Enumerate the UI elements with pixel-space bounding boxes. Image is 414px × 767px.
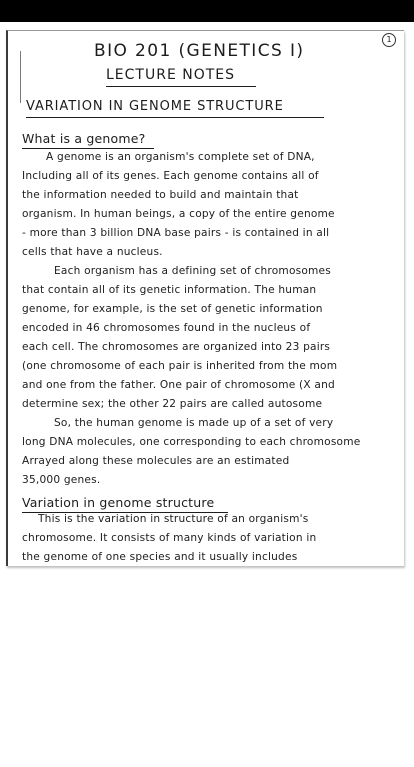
main-heading-underline <box>26 117 324 118</box>
lecture-notes-underline <box>106 86 256 87</box>
paragraph-line: Including all of its genes. Each genome contains all of <box>22 170 319 182</box>
notebook-page <box>6 30 404 566</box>
top-black-band <box>0 0 414 22</box>
section-heading-variation: Variation in genome structure <box>22 495 215 510</box>
lecture-notes-title: LECTURE NOTES <box>106 67 236 83</box>
paragraph-line: A genome is an organism's complete set of DNA, <box>46 151 315 163</box>
paragraph-line: and one from the father. One pair of chromosome (X and <box>22 379 335 391</box>
paragraph-line: 35,000 genes. <box>22 474 101 486</box>
paragraph-line: genome, for example, is the set of genetic information <box>22 303 323 315</box>
section-heading-underline <box>22 148 154 149</box>
paragraph-line: Arrayed along these molecules are an estimated <box>22 455 290 467</box>
paragraph-line: (one chromosome of each pair is inherited from the mom <box>22 360 338 372</box>
paragraph-line: cells that have a nucleus. <box>22 246 163 258</box>
paragraph-line: long DNA molecules, one corresponding to each chromosome <box>22 436 361 448</box>
paragraph-line: This is the variation in structure of an organism's <box>38 513 309 525</box>
paragraph-line: organism. In human beings, a copy of the entire genome <box>22 208 335 220</box>
margin-rule <box>20 51 21 103</box>
paragraph-line: the genome of one species and it usually includes <box>22 551 298 563</box>
paragraph-line: - more than 3 billion DNA base pairs - is contained in all <box>22 227 330 239</box>
paragraph-line: encoded in 46 chromosomes found in the nucleus of <box>22 322 311 334</box>
page-number: 1 <box>382 33 396 47</box>
paragraph-line: Each organism has a defining set of chromosomes <box>54 265 331 277</box>
main-heading: VARIATION IN GENOME STRUCTURE <box>26 99 284 114</box>
paragraph-line: chromosome. It consists of many kinds of variation in <box>22 532 317 544</box>
paragraph-line: the information needed to build and maintain that <box>22 189 299 201</box>
section-heading-what-is-genome: What is a genome? <box>22 131 146 146</box>
paragraph-line: So, the human genome is made up of a set of very <box>54 417 334 429</box>
paragraph-line: that contain all of its genetic information. The human <box>22 284 317 296</box>
paragraph-line: determine sex; the other 22 pairs are called autosome <box>22 398 323 410</box>
paragraph-line: each cell. The chromosomes are organized into 23 pairs <box>22 341 331 353</box>
course-title: BIO 201 (GENETICS I) <box>94 41 305 61</box>
